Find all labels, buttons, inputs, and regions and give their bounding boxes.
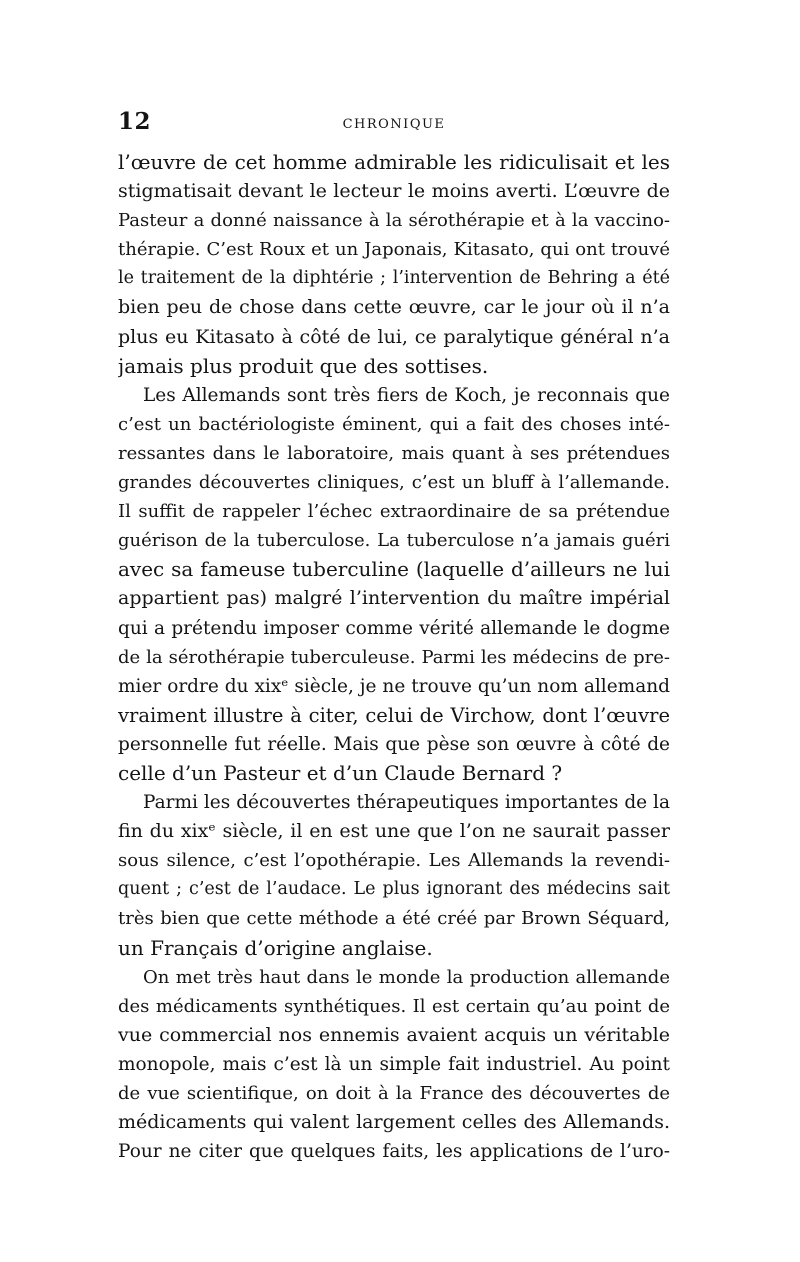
running-head: CHRONIQUE xyxy=(342,117,446,132)
text-line: Parmi les découvertes thérapeutiques importantes de la xyxy=(143,792,670,814)
body-text xyxy=(118,148,670,1166)
text-line: stigmatisait devant le lecteur le moins averti. L’œuvre de xyxy=(118,180,670,203)
text-line: de vue scientifique, on doit à la France des découvertes de xyxy=(118,1083,670,1104)
text-line: vue commercial nos ennemis avaient acquis un véritable xyxy=(118,1023,670,1046)
text-line: Pour ne citer que quelques faits, les applications de l’uro- xyxy=(118,1141,670,1163)
text-line: appartient pas) malgré l’intervention du maître impérial xyxy=(118,587,670,610)
text-line: un Français d’origine anglaise. xyxy=(118,935,433,960)
text-line: le traitement de la diphtérie ; l’intervention de Behring a été xyxy=(118,268,670,289)
text-line: médicaments qui valent largement celles des Allemands. xyxy=(118,1111,670,1134)
text-line: vraiment illustre à citer, celui de Virchow, dont l’œuvre xyxy=(118,703,670,727)
text-line: sous silence, c’est l’opothérapie. Les Allemands la revendi- xyxy=(118,850,670,872)
text-line: quent ; c’est de l’audace. Le plus ignorant des médecins sait xyxy=(118,879,670,900)
text-line: de la sérothérapie tuberculeuse. Parmi les médecins de pre- xyxy=(118,646,670,668)
text-line: guérison de la tuberculose. La tuberculose n’a jamais guéri xyxy=(118,530,670,552)
text-line: celle d’un Pasteur et d’un Claude Bernard ? xyxy=(118,760,563,785)
text-line: On met très haut dans le monde la production allemande xyxy=(143,966,670,988)
text-line: qui a prétendu imposer comme vérité allemande le dogme xyxy=(118,617,670,639)
text-line: avec sa fameuse tuberculine (laquelle d’ailleurs ne lui xyxy=(118,557,670,582)
text-line: l’œuvre de cet homme admirable les ridiculisait et les xyxy=(118,150,670,174)
text-line: c’est un bactériologiste éminent, qui a fait des choses inté- xyxy=(118,413,670,435)
page-header xyxy=(118,108,670,138)
text-line: personnelle fut réelle. Mais que pèse son œuvre à côté de xyxy=(118,733,670,755)
text-line: thérapie. C’est Roux et un Japonais, Kitasato, qui ont trouvé xyxy=(118,239,670,261)
text-line: bien peu de chose dans cette œuvre, car le jour où il n’a xyxy=(118,296,670,319)
page-number: 12 xyxy=(118,108,152,135)
text-line: plus eu Kitasato à côté de lui, ce paralytique général n’a xyxy=(118,325,670,348)
text-line: jamais plus produit que des sottises. xyxy=(118,353,489,378)
text-line: Il suffit de rappeler l’échec extraordinaire de sa prétendue xyxy=(118,501,670,523)
text-line: Pasteur a donné naissance à la sérothérapie et à la vaccino- xyxy=(118,210,670,232)
text-line: mier ordre du xixᵉ siècle, je ne trouve qu’un nom allemand xyxy=(118,675,670,697)
text-line: ressantes dans le laboratoire, mais quant à ses prétendues xyxy=(118,442,670,464)
text-line: grandes découvertes cliniques, c’est un bluff à l’allemande. xyxy=(118,472,670,494)
text-line: monopole, mais c’est là un simple fait industriel. Au point xyxy=(118,1053,670,1075)
text-line: très bien que cette méthode a été créé par Brown Séquard, xyxy=(118,908,670,930)
text-line: Les Allemands sont très fiers de Koch, je reconnais que xyxy=(143,384,670,406)
text-line: des médicaments synthétiques. Il est certain qu’au point de xyxy=(118,995,670,1017)
text-line: fin du xixᵉ siècle, il en est une que l’on ne saurait passer xyxy=(118,820,670,843)
